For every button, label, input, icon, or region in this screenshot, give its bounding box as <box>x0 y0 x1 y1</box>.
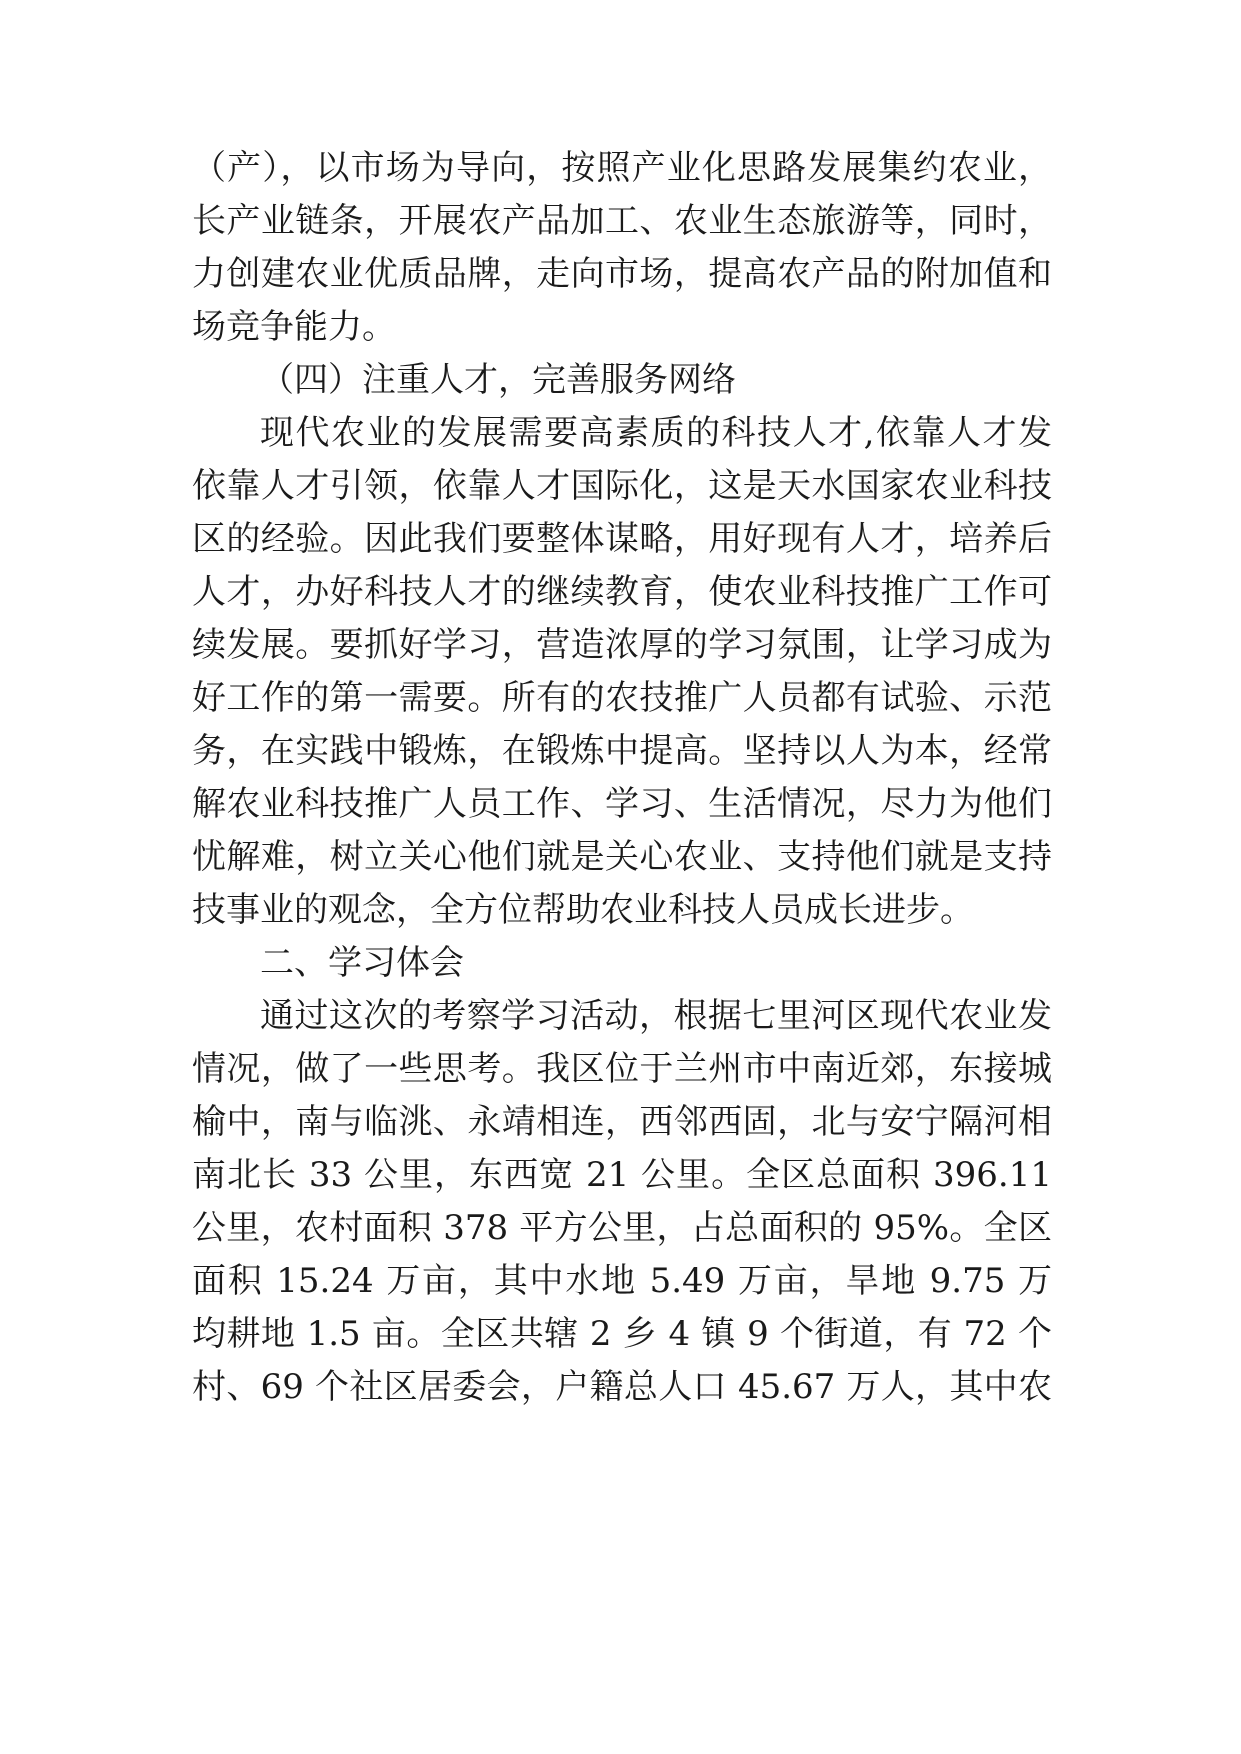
text-line: 依靠人才引领，依靠人才国际化，这是天水国家农业科技 <box>192 466 1052 506</box>
text-line: 面积 15.24 万亩，其中水地 5.49 万亩，旱地 9.75 万 <box>192 1261 1052 1301</box>
text-line: 续发展。要抓好学习，营造浓厚的学习氛围，让学习成为 <box>192 625 1052 665</box>
text-line: 忧解难，树立关心他们就是关心农业、支持他们就是支持 <box>192 837 1052 877</box>
text-line: 场竞争能力。 <box>192 307 396 347</box>
section-heading: 二、学习体会 <box>260 943 464 983</box>
text-line: 南北长 33 公里，东西宽 21 公里。全区总面积 396.11 <box>192 1155 1052 1195</box>
text-line: （产），以市场为导向，按照产业化思路发展集约农业， <box>192 148 1052 188</box>
text-line: 情况，做了一些思考。我区位于兰州市中南近郊，东接城 <box>192 1049 1052 1089</box>
text-line: 好工作的第一需要。所有的农技推广人员都有试验、示范 <box>192 678 1052 718</box>
text-line: 通过这次的考察学习活动，根据七里河区现代农业发 <box>260 996 1052 1036</box>
text-line: 现代农业的发展需要高素质的科技人才,依靠人才发 <box>260 413 1052 453</box>
text-line: 解农业科技推广人员工作、学习、生活情况，尽力为他们 <box>192 784 1052 824</box>
section-heading: （四）注重人才，完善服务网络 <box>260 360 736 400</box>
text-line: 长产业链条，开展农产品加工、农业生态旅游等，同时， <box>192 201 1052 241</box>
text-line: 公里，农村面积 378 平方公里，占总面积的 95%。全区 <box>192 1208 1052 1248</box>
text-line: 村、69 个社区居委会，户籍总人口 45.67 万人，其中农 <box>192 1367 1052 1407</box>
text-line: 榆中，南与临洮、永靖相连，西邻西固，北与安宁隔河相 <box>192 1102 1052 1142</box>
text-line: 均耕地 1.5 亩。全区共辖 2 乡 4 镇 9 个街道，有 72 个 <box>192 1314 1052 1354</box>
text-line: 人才，办好科技人才的继续教育，使农业科技推广工作可 <box>192 572 1052 612</box>
text-line: 力创建农业优质品牌，走向市场，提高农产品的附加值和 <box>192 254 1052 294</box>
text-line: 务，在实践中锻炼，在锻炼中提高。坚持以人为本，经常 <box>192 731 1052 771</box>
text-line: 技事业的观念，全方位帮助农业科技人员成长进步。 <box>192 890 974 930</box>
text-line: 区的经验。因此我们要整体谋略，用好现有人才，培养后 <box>192 519 1052 559</box>
